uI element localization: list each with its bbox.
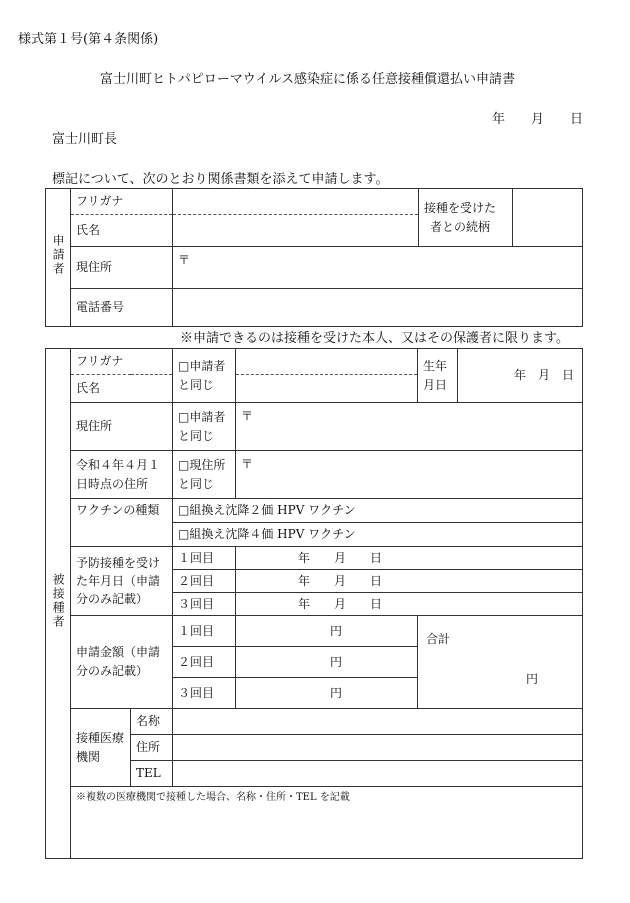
applicant-phone-label: 電話番号 [71, 289, 173, 327]
addressee: 富士川町長 [52, 132, 118, 147]
total-amount-field[interactable]: 合計 円 [418, 616, 583, 709]
recipient-table [45, 348, 583, 859]
recipient-furigana-label: フリガナ [71, 349, 173, 375]
applicant-address-field[interactable]: 〒 [173, 247, 583, 289]
clinic-name-field[interactable] [173, 709, 583, 735]
form-title: 富士川町ヒトパピローマウイルス感染症に係る任意接種償還払い申請書 [100, 72, 515, 87]
dose-3-label: ３回目 [173, 593, 236, 616]
recipient-address-field[interactable]: 〒 [236, 403, 583, 451]
recipient-address-same-checkbox[interactable]: □ 申請者 と同じ [173, 403, 236, 451]
vaccine-label: ワクチンの種類 [71, 499, 173, 547]
vaccine-option-2valent[interactable]: □ 組換え沈降２価 HPV ワクチン [173, 499, 583, 523]
r4-address-label: 令和４年４月１ 日時点の住所 [71, 451, 173, 499]
recipient-name-field[interactable] [236, 375, 418, 403]
birth-field[interactable]: 年 月 日 [458, 349, 583, 403]
applicant-name-label: 氏名 [71, 215, 173, 247]
applicant-section-label: 申請者 [46, 189, 71, 327]
amount-label: 申請金額（申請 分のみ記載） [71, 616, 173, 709]
applicant-furigana-label: フリガナ [71, 189, 173, 215]
clinic-address-label: 住所 [131, 735, 173, 761]
dose-2-date-field[interactable]: 年 月 日 [236, 570, 583, 593]
amount-dose-3-field[interactable]: 円 [236, 678, 418, 709]
vaccination-date-label: 予防接種を受け た年月日（申請 分のみ記載） [71, 547, 173, 616]
birth-label: 生年 月日 [418, 349, 458, 403]
clinic-tel-field[interactable] [173, 761, 583, 787]
relation-field[interactable] [513, 189, 583, 247]
dose-1-label: １回目 [173, 547, 236, 570]
clinic-note-area[interactable]: ※複数の医療機関で接種した場合、名称・住所・TEL を記載 [71, 787, 583, 859]
amount-dose-1-label: １回目 [173, 616, 236, 647]
amount-dose-2-label: ２回目 [173, 647, 236, 678]
intro-text: 標記について、次のとおり関係書類を添えて申請します。 [52, 172, 389, 187]
recipient-same-checkbox[interactable]: □ 申請者 と同じ [173, 349, 236, 403]
applicant-note: ※申請できるのは接種を受けた本人、又はその保護者に限ります。 [180, 331, 569, 346]
applicant-name-field[interactable] [173, 215, 419, 247]
applicant-address-label: 現住所 [71, 247, 173, 289]
dose-1-date-field[interactable]: 年 月 日 [236, 547, 583, 570]
vaccine-option-4valent[interactable]: □ 組換え沈降４価 HPV ワクチン [173, 523, 583, 547]
dose-2-label: ２回目 [173, 570, 236, 593]
applicant-table [45, 188, 583, 327]
clinic-name-label: 名称 [131, 709, 173, 735]
clinic-tel-label: TEL [131, 761, 173, 787]
date-line: 年 月 日 [492, 112, 584, 127]
dose-3-date-field[interactable]: 年 月 日 [236, 593, 583, 616]
clinic-address-field[interactable] [173, 735, 583, 761]
recipient-address-label: 現住所 [71, 403, 173, 451]
r4-address-same-checkbox[interactable]: □ 現住所 と同じ [173, 451, 236, 499]
applicant-furigana-field[interactable] [173, 189, 419, 215]
form-number: 様式第１号(第４条関係) [18, 32, 159, 47]
recipient-name-label: 氏名 [71, 375, 173, 403]
amount-dose-2-field[interactable]: 円 [236, 647, 418, 678]
amount-dose-1-field[interactable]: 円 [236, 616, 418, 647]
recipient-section-label: 被接種者 [46, 349, 71, 859]
r4-address-field[interactable]: 〒 [236, 451, 583, 499]
clinic-label: 接種医療 機関 [71, 709, 131, 787]
amount-dose-3-label: ３回目 [173, 678, 236, 709]
relation-label: 接種を受けた 者との続柄 [419, 189, 513, 247]
recipient-furigana-field[interactable] [236, 349, 418, 375]
applicant-phone-field[interactable] [173, 289, 583, 327]
